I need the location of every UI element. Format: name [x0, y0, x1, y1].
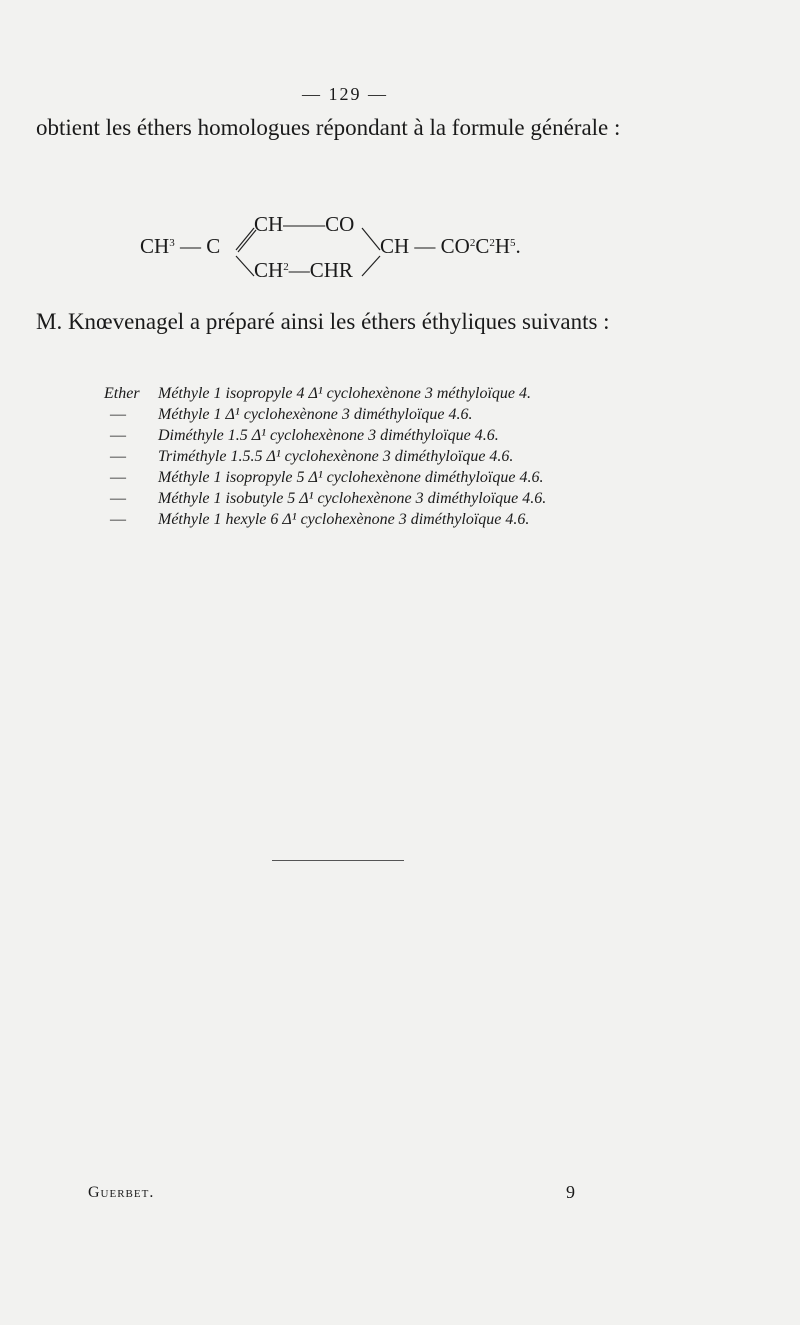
ether-row [104, 404, 664, 425]
ether-row-lead: — [110, 511, 126, 528]
formula-right: CH — $CO^2C^2H^5$. [380, 234, 521, 258]
ether-row-text: Méthyle 1 hexyle 6 Δ¹ cyclohexènone 3 diméthyloïque 4.6. [158, 511, 530, 528]
ether-row-text: Méthyle 1 Δ¹ cyclohexènone 3 diméthyloïque 4.6. [158, 406, 473, 423]
ether-row-lead: — [110, 427, 126, 444]
chemical-formula [140, 208, 560, 288]
ether-row-text: Triméthyle 1.5.5 Δ¹ cyclohexènone 3 diméthyloïque 4.6. [158, 448, 514, 465]
formula-left: $CH^3$ — C [140, 234, 221, 258]
bond-lower-right [362, 256, 380, 276]
ether-row-text: Méthyle 1 isopropyle 5 Δ¹ cyclohexènone diméthyloïque 4.6. [158, 469, 544, 486]
paragraph-knoevenagel: M. Knœvenagel a préparé ainsi les éthers éthyliques suivants : [36, 309, 610, 334]
bond-lower-left [236, 256, 254, 276]
ether-row-lead: Ether [104, 385, 140, 402]
section-divider [272, 860, 404, 861]
ether-row-lead: — [110, 490, 126, 507]
ether-row [104, 488, 664, 509]
ether-row [104, 383, 664, 404]
ether-row-lead: — [110, 469, 126, 486]
ether-row-lead: — [110, 406, 126, 423]
ether-row-text: Méthyle 1 isobutyle 5 Δ¹ cyclohexènone 3 diméthyloïque 4.6. [158, 490, 547, 507]
ether-row [104, 425, 664, 446]
ether-row [104, 446, 664, 467]
footer-signature: 9 [566, 1182, 575, 1202]
footer-author: Guerbet. [88, 1184, 155, 1201]
formula-bottom-ring: $CH^2—CHR$ [254, 258, 353, 282]
ether-list [104, 383, 664, 530]
ether-row [104, 467, 664, 488]
ether-row [104, 509, 664, 530]
ether-row-text: Diméthyle 1.5 Δ¹ cyclohexènone 3 diméthyloïque 4.6. [158, 427, 499, 444]
ether-row-lead: — [110, 448, 126, 465]
formula-top-ring: CH——CO [254, 212, 355, 236]
page-number: — 129 — [302, 84, 388, 104]
ether-row-text: Méthyle 1 isopropyle 4 Δ¹ cyclohexènone 3 méthyloïque 4. [158, 385, 532, 402]
bond-upper-left [236, 228, 254, 250]
paragraph-intro: obtient les éthers homologues répondant à la formule générale : [36, 115, 621, 140]
bond-upper-right [362, 228, 380, 250]
